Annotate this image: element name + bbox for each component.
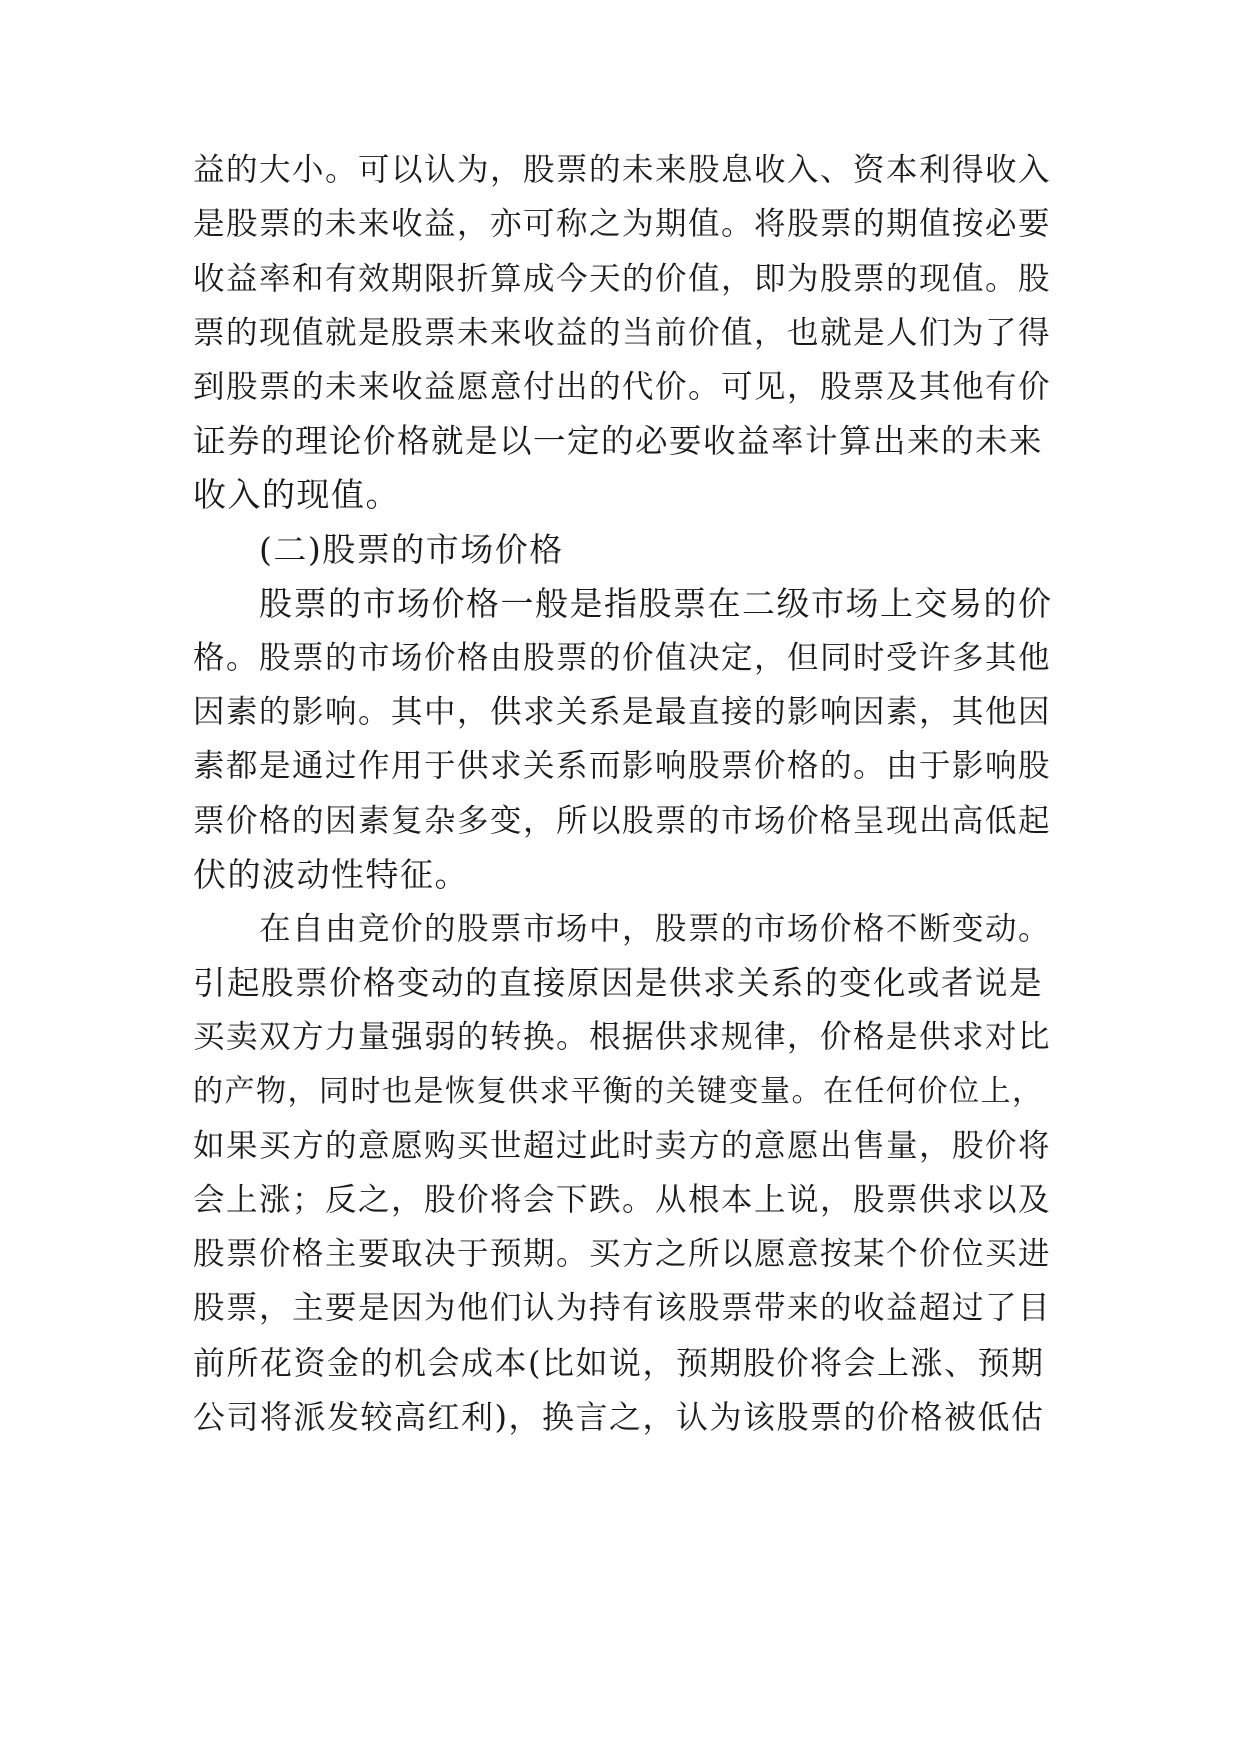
text-line: 引起股票价格变动的直接原因是供求关系的变化或者说是 <box>193 964 1044 1002</box>
text-line: 因素的影响。其中，供求关系是最直接的影响因素，其他因 <box>193 694 1052 730</box>
text-line: 买卖双方力量强弱的转换。根据供求规律，价格是供求对比 <box>193 1019 1052 1055</box>
text-line: 素都是通过作用于供求关系而影响股票价格的。由于影响股 <box>193 748 1052 784</box>
text-line: 票的现值就是股票未来收益的当前价值，也就是人们为了得 <box>193 315 1052 351</box>
text-line: 的产物，同时也是恢复供求平衡的关键变量。在任何价位上， <box>193 1074 1044 1109</box>
text-line: 股票，主要是因为他们认为持有该股票带来的收益超过了目 <box>193 1290 1052 1326</box>
text-line: 收益率和有效期限折算成今天的价值，即为股票的现值。股 <box>193 261 1052 297</box>
text-line: 会上涨；反之，股价将会下跌。从根本上说，股票供求以及 <box>193 1182 1052 1218</box>
text-line: 股票价格主要取决于预期。买方之所以愿意按某个价位买进 <box>193 1236 1052 1272</box>
text-line: 前所花资金的机会成本(比如说，预期股价将会上涨、预期 <box>193 1344 1045 1382</box>
text-line: 证券的理论价格就是以一定的必要收益率计算出来的未来 <box>193 422 1044 460</box>
text-line: 如果买方的意愿购买世超过此时卖方的意愿出售量，股价将 <box>193 1128 1052 1164</box>
text-line: 收入的现值。 <box>193 475 400 514</box>
text-line: 股票的市场价格一般是指股票在二级市场上交易的价 <box>259 584 1053 623</box>
text-line: 公司将派发较高红利)，换言之，认为该股票的价格被低估 <box>193 1398 1045 1436</box>
text-line: 益的大小。可以认为，股票的未来股息收入、资本利得收入 <box>193 152 1052 188</box>
text-line: 到股票的未来收益愿意付出的代价。可见，股票及其他有价 <box>193 369 1052 405</box>
text-line: 在自由竞价的股票市场中，股票的市场价格不断变动。 <box>259 911 1052 947</box>
text-line: 是股票的未来收益，亦可称之为期值。将股票的期值按必要 <box>193 206 1052 242</box>
section-heading: (二)股票的市场价格 <box>259 530 564 569</box>
text-line: 票价格的因素复杂多变，所以股票的市场价格呈现出高低起 <box>193 803 1052 839</box>
text-line: 格。股票的市场价格由股票的价值决定，但同时受许多其他 <box>193 640 1052 676</box>
text-line: 伏的波动性特征。 <box>193 855 469 894</box>
